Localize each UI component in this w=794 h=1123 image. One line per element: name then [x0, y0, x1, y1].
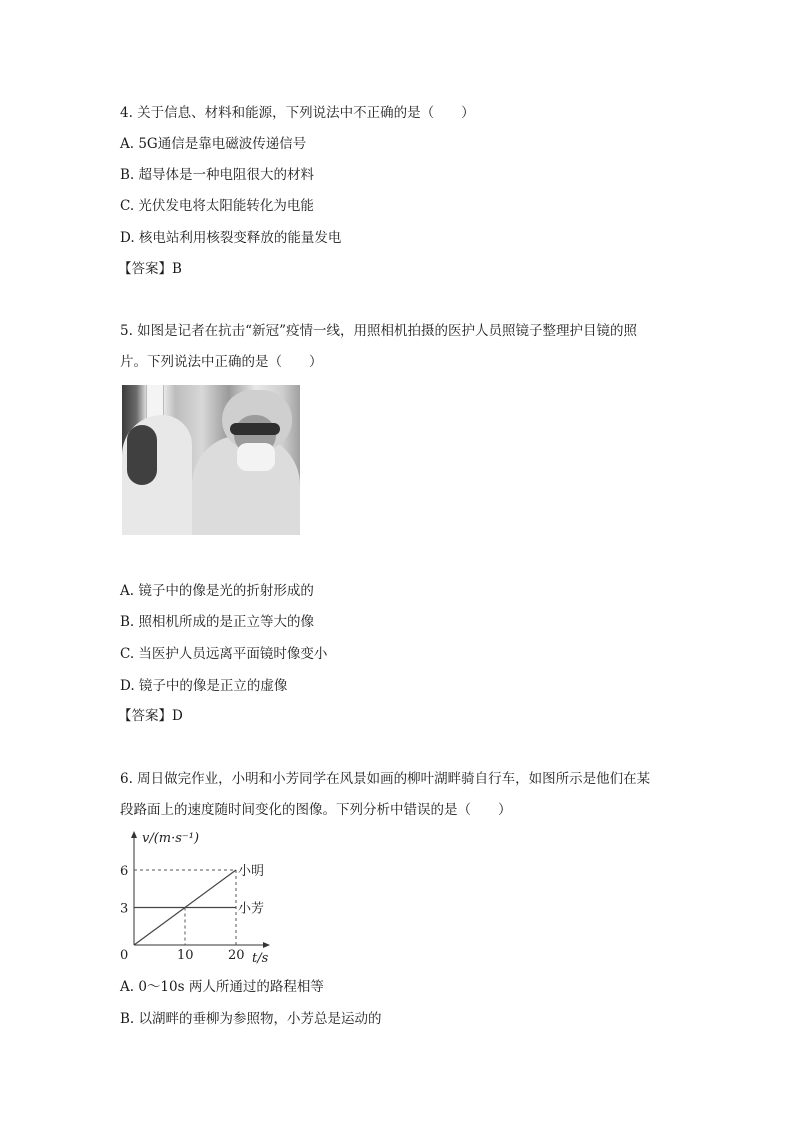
q6-stem-line1: 6. 周日做完作业，小明和小芳同学在风景如画的柳叶湖畔骑自行车，如图所示是他们在某: [120, 771, 651, 787]
x-axis-label: t/s: [252, 951, 269, 966]
q5-photo-medical-worker-mirror: [122, 385, 300, 535]
q5-option-a: A. 镜子中的像是光的折射形成的: [120, 583, 314, 599]
series-label-2: 小芳: [238, 901, 265, 917]
y-tick-label: 3: [120, 901, 129, 917]
q4-answer: 【答案】B: [118, 261, 182, 277]
y-axis-arrow: [131, 831, 137, 838]
q6-option-b: B. 以湖畔的垂柳为参照物，小芳总是运动的: [120, 1011, 382, 1027]
q4-option-b: B. 超导体是一种电阻很大的材料: [120, 167, 315, 183]
q4-option-a: A. 5G通信是靠电磁波传递信号: [120, 136, 307, 152]
q6-option-a: A. 0～10s 两人所通过的路程相等: [120, 979, 324, 995]
q4-option-c: C. 光伏发电将太阳能转化为电能: [120, 198, 314, 214]
q5-option-c: C. 当医护人员远离平面镜时像变小: [120, 646, 328, 662]
x-axis-arrow: [263, 942, 270, 948]
y-tick-label: 6: [120, 864, 129, 879]
x-tick-label: 20: [228, 948, 245, 963]
q5-stem-line2: 片。下列说法中正确的是（ ）: [120, 354, 323, 370]
y-axis-label: v/(m·s⁻¹): [142, 831, 200, 846]
q5-answer: 【答案】D: [118, 708, 183, 724]
q4-option-d: D. 核电站利用核裂变释放的能量发电: [120, 230, 342, 246]
q6-velocity-time-chart: [118, 828, 278, 968]
series-label-1: 小明: [238, 864, 265, 879]
origin-label: 0: [120, 948, 129, 963]
x-tick-label: 10: [177, 948, 194, 963]
q4-stem: 4. 关于信息、材料和能源，下列说法中不正确的是（ ）: [120, 105, 475, 121]
q5-option-d: D. 镜子中的像是正立的虚像: [120, 678, 288, 694]
q5-option-b: B. 照相机所成的是正立等大的像: [120, 614, 315, 630]
q6-stem-line2: 段路面上的速度随时间变化的图像。下列分析中错误的是（ ）: [120, 802, 512, 818]
q5-stem-line1: 5. 如图是记者在抗击“新冠”疫情一线，用照相机拍摄的医护人员照镜子整理护目镜的照: [120, 323, 637, 339]
